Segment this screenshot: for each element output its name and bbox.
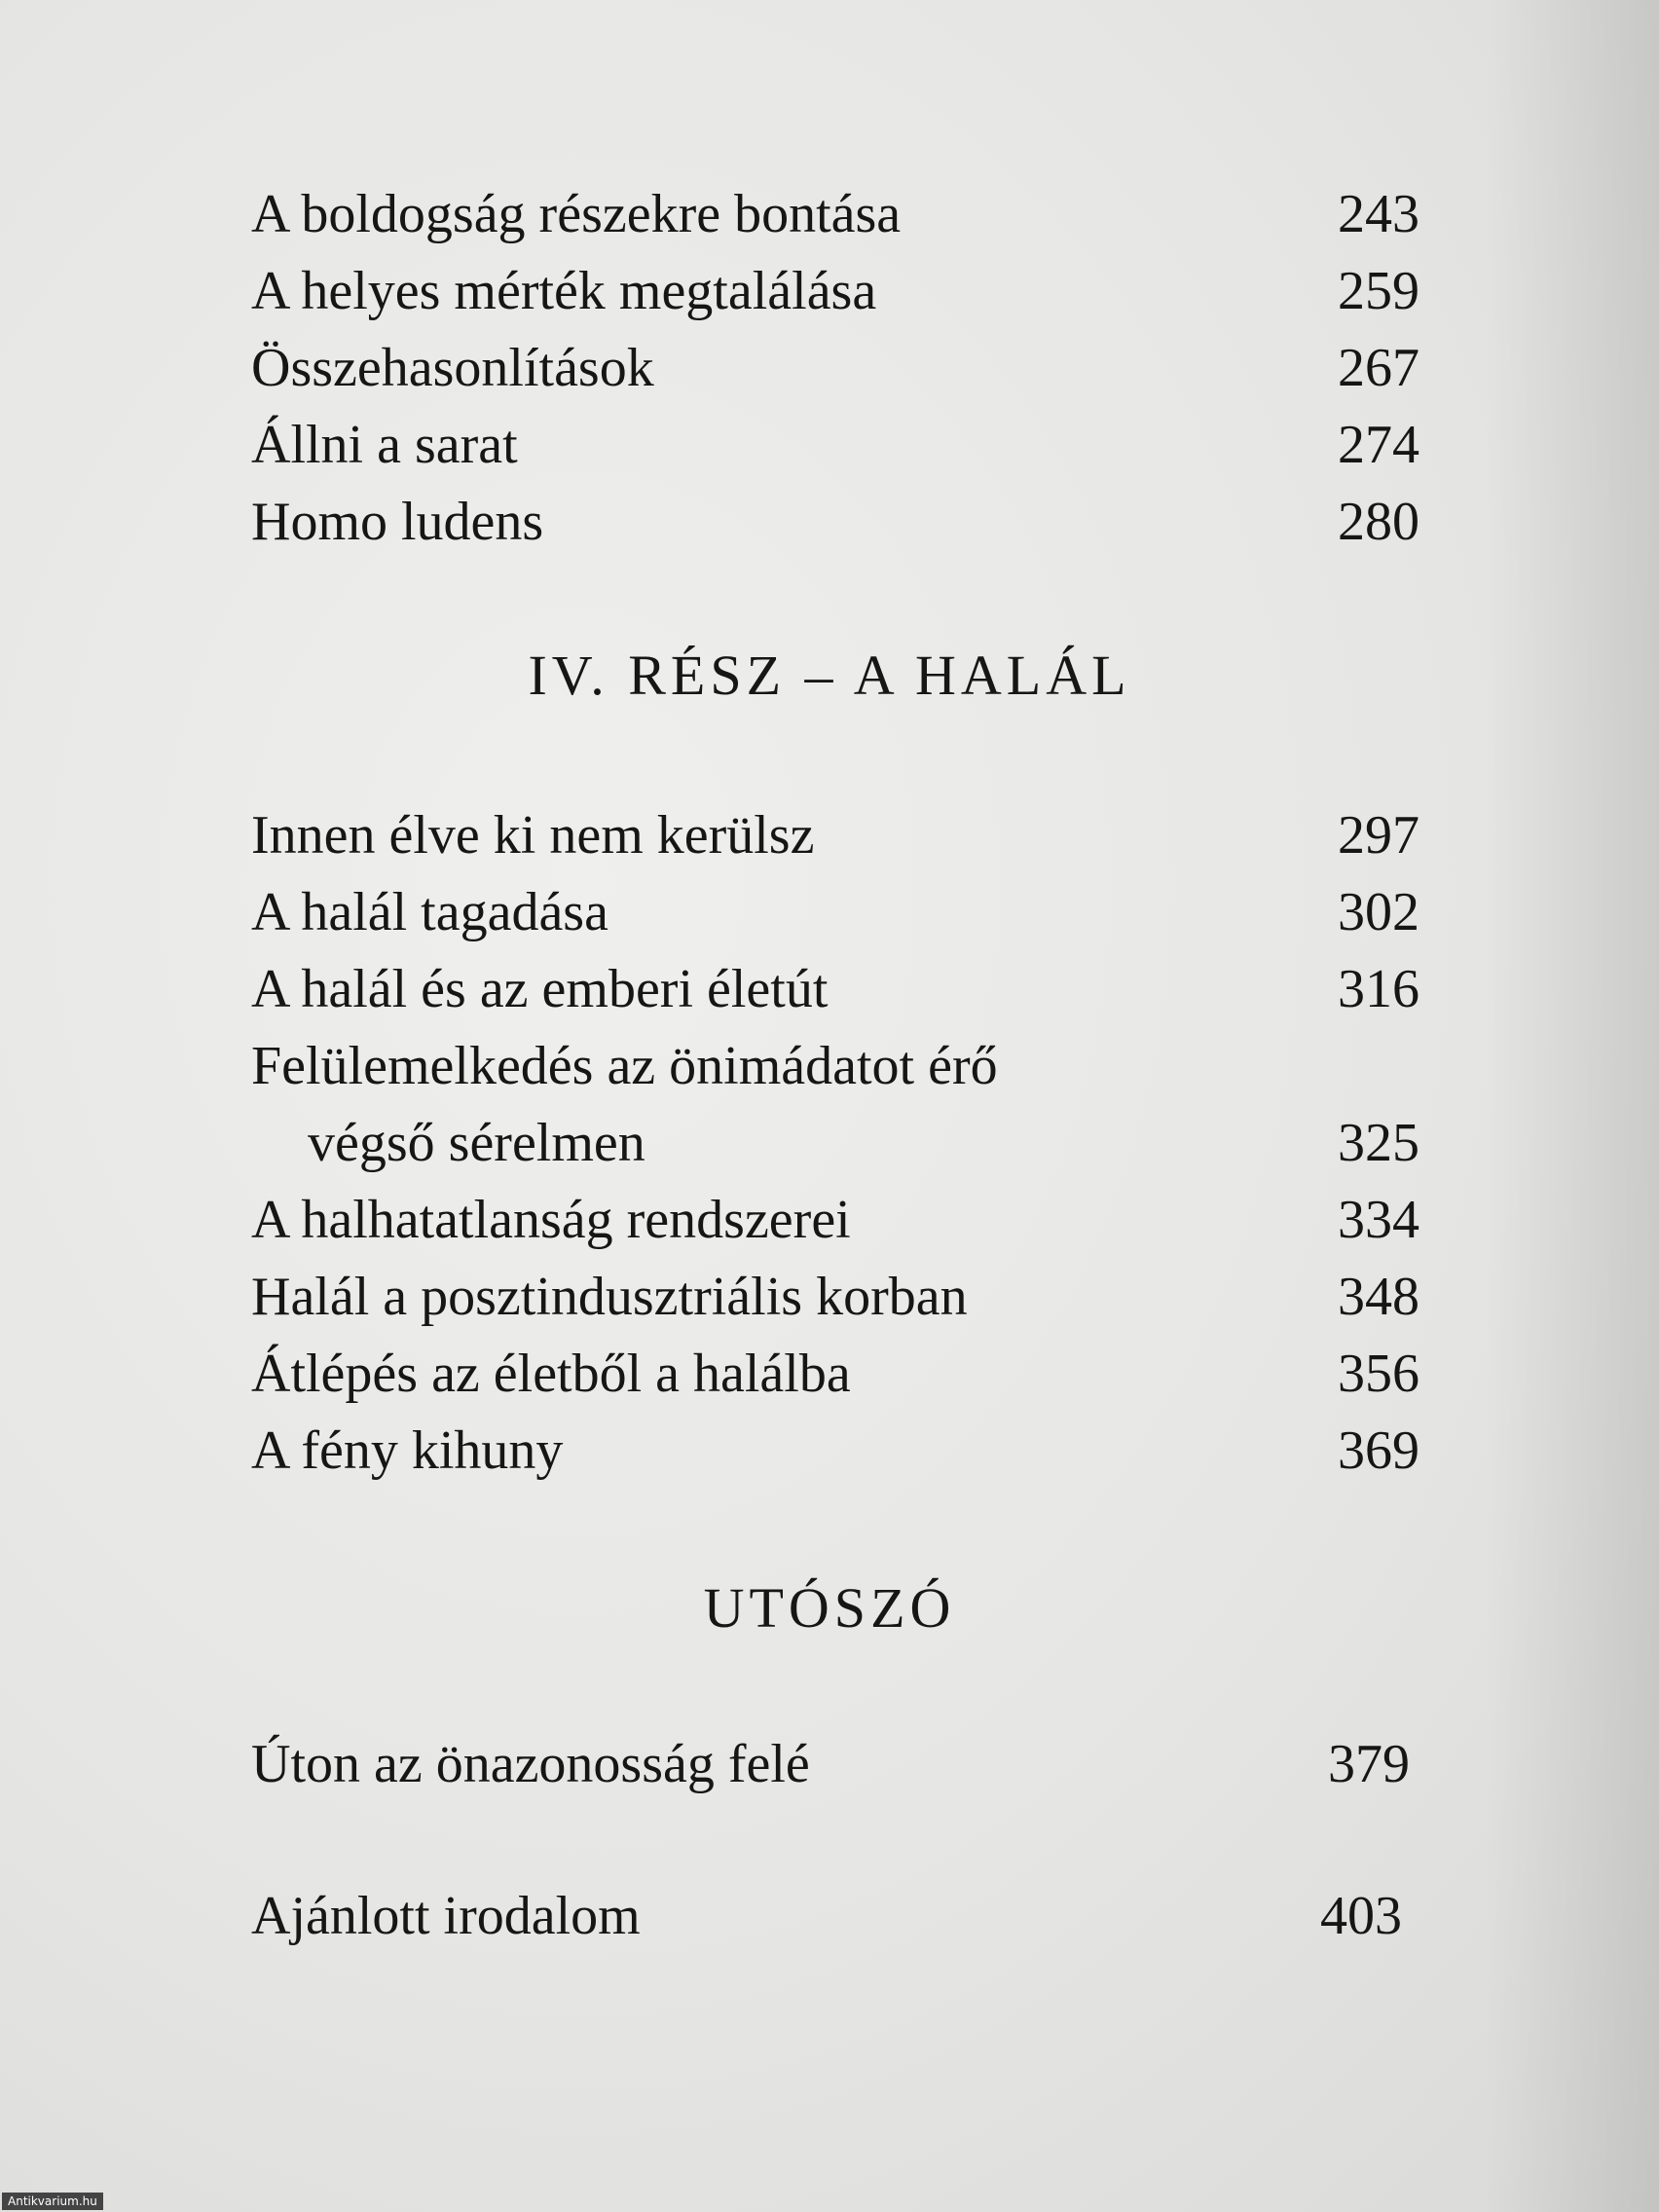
toc-entry-title: Átlépés az életből a halálba [251, 1344, 851, 1404]
toc-entry [251, 1181, 1419, 1259]
toc-entry [251, 1877, 1402, 1955]
toc-entry-title: Állni a sarat [251, 415, 518, 475]
toc-entry-page: 348 [1338, 1267, 1419, 1327]
toc-entry-title: Felülemelkedés az önimádatot érő [251, 1036, 998, 1096]
toc-entry-page: 297 [1338, 805, 1419, 866]
part-heading: UTÓSZÓ [703, 1576, 956, 1640]
toc-entry-page: 274 [1338, 415, 1419, 475]
toc-entry [251, 252, 1419, 330]
toc-entry [251, 1725, 1410, 1803]
toc-entry-title: A halál tagadása [251, 882, 608, 942]
toc-entry-page: 325 [1338, 1113, 1419, 1173]
toc-entry-page: 369 [1338, 1420, 1419, 1481]
toc-entry [251, 1335, 1419, 1413]
toc-entry-title: Innen élve ki nem kerülsz [251, 805, 815, 866]
toc-entry-title: Halál a posztindusztriális korban [251, 1267, 968, 1327]
toc-entry-title: A helyes mérték megtalálása [251, 261, 877, 321]
toc-entry-title: Úton az önazonosság felé [251, 1734, 810, 1794]
toc-entry-title: végső sérelmen [308, 1113, 645, 1173]
toc-entry-page: 403 [1320, 1886, 1402, 1946]
toc-entry-title: A halhatatlanság rendszerei [251, 1190, 851, 1250]
toc-entry [251, 796, 1419, 874]
toc-entry [251, 873, 1419, 951]
toc-entry [251, 950, 1419, 1028]
toc-entry [251, 1104, 1419, 1182]
toc-entry-title: A fény kihuny [251, 1420, 564, 1481]
toc-entry-page: 302 [1338, 882, 1419, 942]
watermark: Antikvarium.hu [2, 2193, 103, 2210]
toc-entry [251, 1412, 1419, 1490]
page-shadow [1484, 0, 1659, 2212]
toc-entry-title: Ajánlott irodalom [251, 1886, 641, 1946]
toc-entry-page: 379 [1328, 1734, 1410, 1794]
toc-entry-title: Homo ludens [251, 492, 544, 552]
toc-entry-title: A halál és az emberi életút [251, 959, 829, 1019]
toc-entry-title: Összehasonlítások [251, 338, 654, 398]
toc-entry [251, 175, 1419, 253]
toc-entry [251, 329, 1419, 407]
toc-entry-page: 280 [1338, 492, 1419, 552]
toc-entry-page: 259 [1338, 261, 1419, 321]
toc-entry-page: 243 [1338, 184, 1419, 244]
toc-entry-title: A boldogság részekre bontása [251, 184, 902, 244]
toc-entry [251, 483, 1419, 561]
toc-entry-page: 334 [1338, 1190, 1419, 1250]
toc-entry [251, 1027, 1419, 1105]
toc-entry-page: 356 [1338, 1344, 1419, 1404]
toc-entry [251, 1258, 1419, 1336]
toc-entry-page: 267 [1338, 338, 1419, 398]
part-heading: IV. RÉSZ – A HALÁL [528, 644, 1131, 707]
toc-entry-page: 316 [1338, 959, 1419, 1019]
toc-entry [251, 406, 1419, 484]
